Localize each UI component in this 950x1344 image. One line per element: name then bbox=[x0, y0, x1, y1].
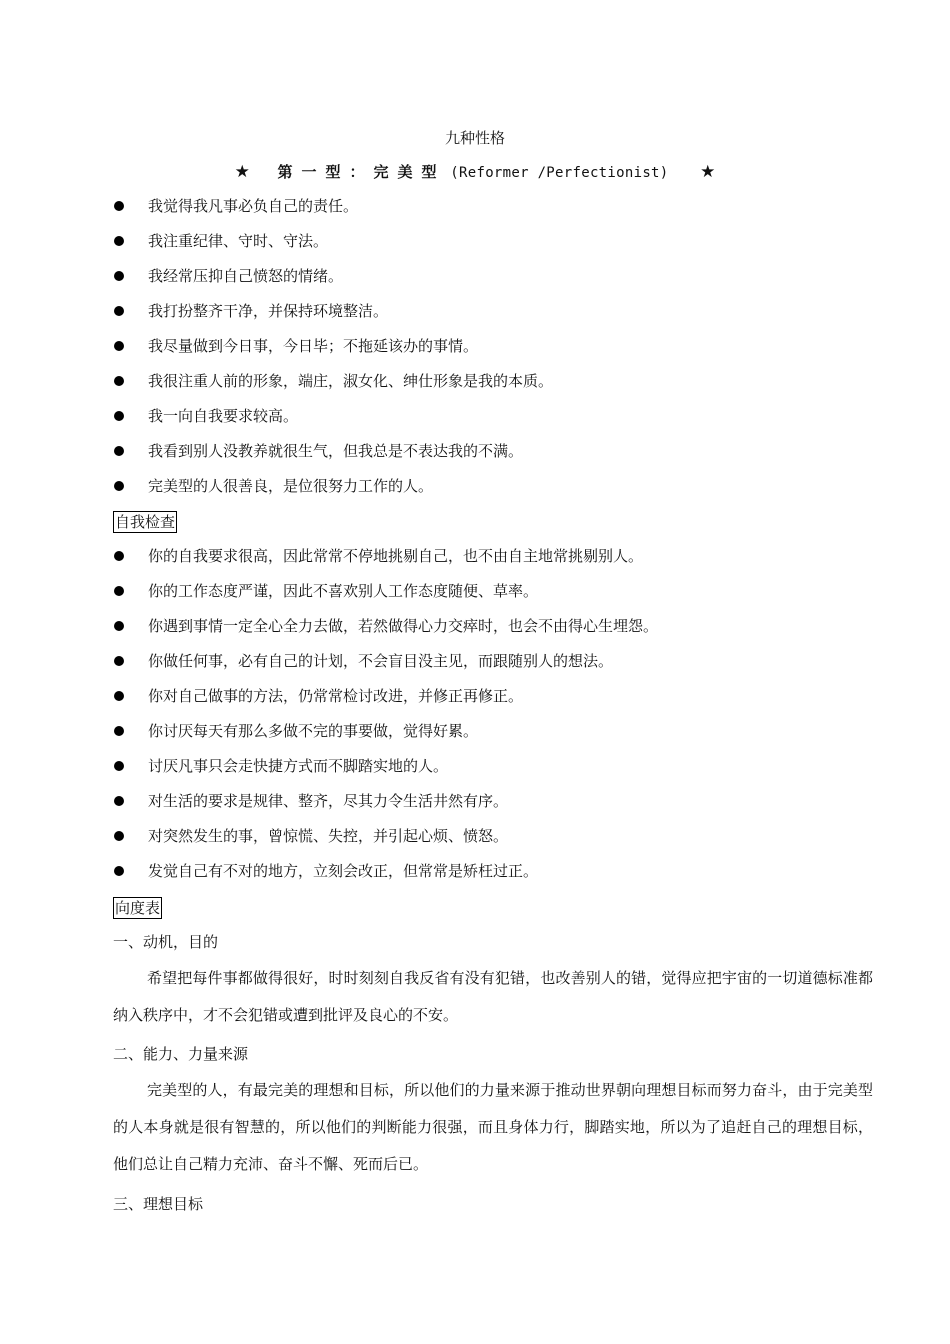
list-item: 你做任何事，必有自己的计划，不会盲目没主见，而跟随别人的想法。 bbox=[113, 644, 873, 679]
list-item: 我尽量做到今日事，今日毕；不拖延该办的事情。 bbox=[113, 329, 873, 364]
bullet-icon bbox=[114, 271, 124, 281]
bullet-icon bbox=[114, 691, 124, 701]
section-heading-ability: 二、能力、力量来源 bbox=[113, 1045, 249, 1063]
bullet-icon bbox=[114, 481, 124, 491]
bullet-icon bbox=[114, 761, 124, 771]
type-name-cn: 第一型：完美型 bbox=[277, 163, 446, 181]
bullet-icon bbox=[114, 831, 124, 841]
list-item: 我注重纪律、守时、守法。 bbox=[113, 224, 873, 259]
list-item: 完美型的人很善良，是位很努力工作的人。 bbox=[113, 469, 873, 504]
list-item: 我经常压抑自己愤怒的情绪。 bbox=[113, 259, 873, 294]
self-check-list bbox=[113, 539, 873, 889]
bullet-icon bbox=[114, 341, 124, 351]
bullet-icon bbox=[114, 621, 124, 631]
section-paragraph-motivation: 希望把每件事都做得很好，时时刻刻自我反省有没有犯错，也改善别人的错，觉得应把宇宙的一切道德标准都纳入秩序中，才不会犯错或遭到批评及良心的不安。 bbox=[113, 969, 873, 1024]
bullet-icon bbox=[114, 551, 124, 561]
bullet-icon bbox=[114, 726, 124, 736]
section-heading-ideal-goal: 三、理想目标 bbox=[113, 1195, 204, 1213]
star-left-icon: ★ bbox=[234, 162, 250, 182]
section-heading-motivation: 一、动机，目的 bbox=[113, 933, 219, 951]
list-item: 你讨厌每天有那么多做不完的事要做，觉得好累。 bbox=[113, 714, 873, 749]
list-item: 你对自己做事的方法，仍常常检讨改进，并修正再修正。 bbox=[113, 679, 873, 714]
bullet-icon bbox=[114, 586, 124, 596]
list-item: 讨厌凡事只会走快捷方式而不脚踏实地的人。 bbox=[113, 749, 873, 784]
list-item: 我看到别人没教养就很生气，但我总是不表达我的不满。 bbox=[113, 434, 873, 469]
traits-list bbox=[113, 189, 873, 504]
bullet-icon bbox=[114, 411, 124, 421]
list-item: 你的工作态度严谨，因此不喜欢别人工作态度随便、草率。 bbox=[113, 574, 873, 609]
bullet-icon bbox=[114, 236, 124, 246]
list-item: 我打扮整齐干净，并保持环境整洁。 bbox=[113, 294, 873, 329]
bullet-icon bbox=[114, 376, 124, 386]
list-item: 你遇到事情一定全心全力去做，若然做得心力交瘁时，也会不由得心生埋怨。 bbox=[113, 609, 873, 644]
bullet-icon bbox=[114, 446, 124, 456]
bullet-icon bbox=[114, 796, 124, 806]
document-title: 九种性格 bbox=[444, 129, 505, 147]
bullet-icon bbox=[114, 201, 124, 211]
list-item: 发觉自己有不对的地方，立刻会改正，但常常是矫枉过正。 bbox=[113, 854, 873, 889]
list-item: 我觉得我凡事必负自己的责任。 bbox=[113, 189, 873, 224]
list-item: 我很注重人前的形象，端庄，淑女化、绅仕形象是我的本质。 bbox=[113, 364, 873, 399]
list-item: 对突然发生的事，曾惊慌、失控，并引起心烦、愤怒。 bbox=[113, 819, 873, 854]
section-paragraph-ability: 完美型的人，有最完美的理想和目标，所以他们的力量来源于推动世界朝向理想目标而努力奋斗，由于完美型的人本身就是很有智慧的，所以他们的判断能力很强，而且身体力行，脚踏实地，所以为了追赶自己的理想目标，他们总让自己精力充沛、奋斗不懈、死而后已。 bbox=[113, 1081, 873, 1173]
bullet-icon bbox=[114, 866, 124, 876]
dimension-table-label: 向度表 bbox=[115, 899, 161, 917]
list-item: 你的自我要求很高，因此常常不停地挑剔自己，也不由自主地常挑剔别人。 bbox=[113, 539, 873, 574]
type-heading bbox=[0, 162, 950, 183]
type-name-en: (Reformer /Perfectionist) bbox=[450, 165, 669, 181]
list-item: 我一向自我要求较高。 bbox=[113, 399, 873, 434]
bullet-icon bbox=[114, 306, 124, 316]
list-item: 对生活的要求是规律、整齐，尽其力令生活井然有序。 bbox=[113, 784, 873, 819]
bullet-icon bbox=[114, 656, 124, 666]
star-right-icon: ★ bbox=[700, 162, 716, 182]
self-check-label: 自我检查 bbox=[115, 513, 176, 531]
